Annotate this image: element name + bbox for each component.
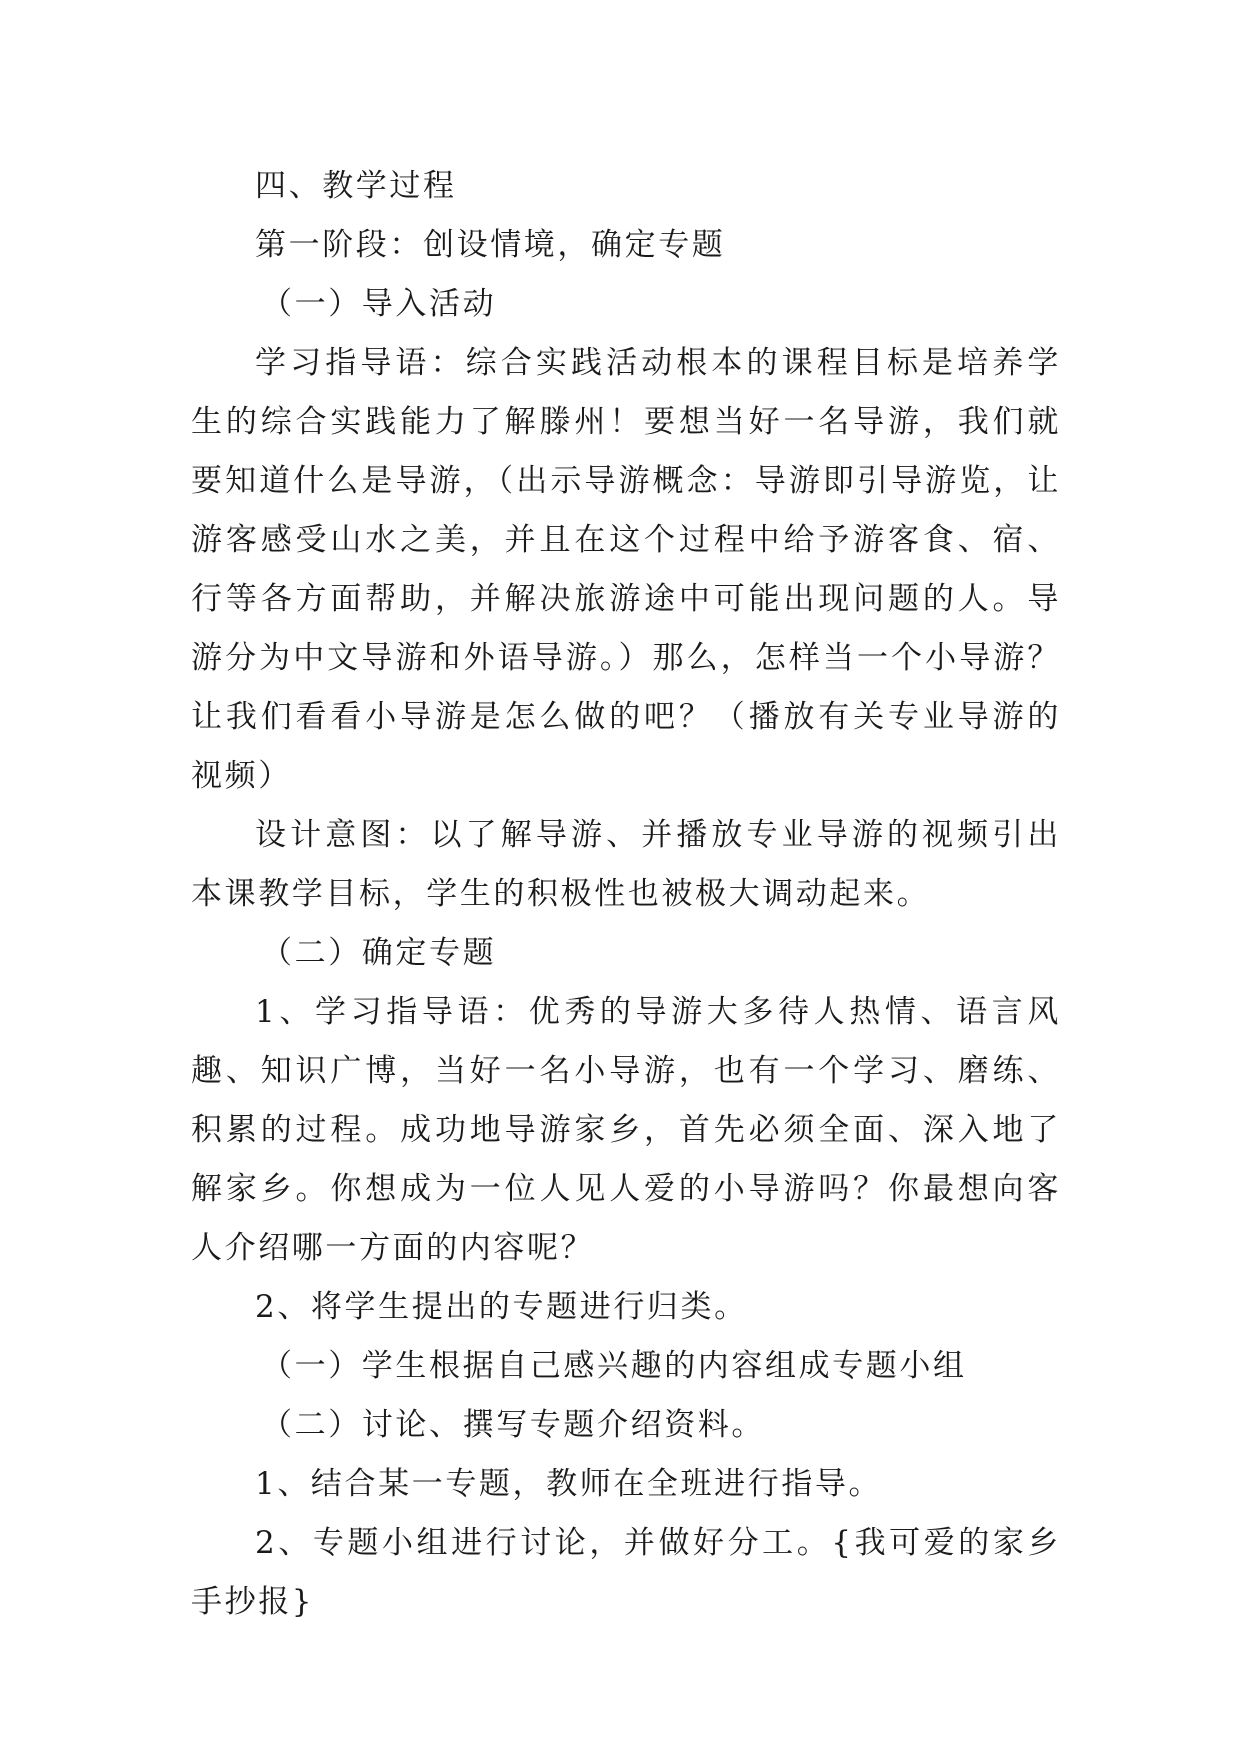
group-heading-form: （一）学生根据自己感兴趣的内容组成专题小组 <box>261 1348 967 1384</box>
section-heading: 四、教学过程 <box>255 168 457 204</box>
step-item-guide: 1、结合某一专题，教师在全班进行指导。 <box>255 1466 883 1502</box>
guide-paragraph: 学习指导语：综合实践活动根本的课程目标是培养学生的综合实践能力了解滕州！要想当好一名导游，我们就要知道什么是导游，（出示导游概念：导游即引导游览，让游客感受山水之美，并且在这个过程中给予游客食、宿、行等各方面帮助，并解决旅游途中可能出现问题的人。导游分为中文导游和外语导游。）那么，怎样当一个小导游？让我们看看小导游是怎么做的吧？（播放有关专业导游的视频） <box>191 345 1061 794</box>
list-item-classify: 2、将学生提出的专题进行归类。 <box>255 1289 748 1325</box>
sub-heading-topic: （二）确定专题 <box>261 935 497 971</box>
sub-heading-intro: （一）导入活动 <box>261 286 497 322</box>
document-body <box>191 157 1061 1632</box>
list-item-guide: 1、学习指导语：优秀的导游大多待人热情、语言风趣、知识广博，当好一名小导游，也有一个学习、磨练、积累的过程。成功地导游家乡，首先必须全面、深入地了解家乡。你想成为一位人见人爱的小导游吗？你最想向客人介绍哪一方面的内容呢？ <box>191 994 1061 1266</box>
step-item-division: 2、专题小组进行讨论，并做好分工。{我可爱的家乡手抄报} <box>191 1525 1061 1620</box>
group-heading-discuss: （二）讨论、撰写专题介绍资料。 <box>261 1407 765 1443</box>
design-intent-paragraph: 设计意图：以了解导游、并播放专业导游的视频引出本课教学目标，学生的积极性也被极大调动起来。 <box>191 817 1061 912</box>
stage-heading: 第一阶段：创设情境，确定专题 <box>255 227 726 263</box>
